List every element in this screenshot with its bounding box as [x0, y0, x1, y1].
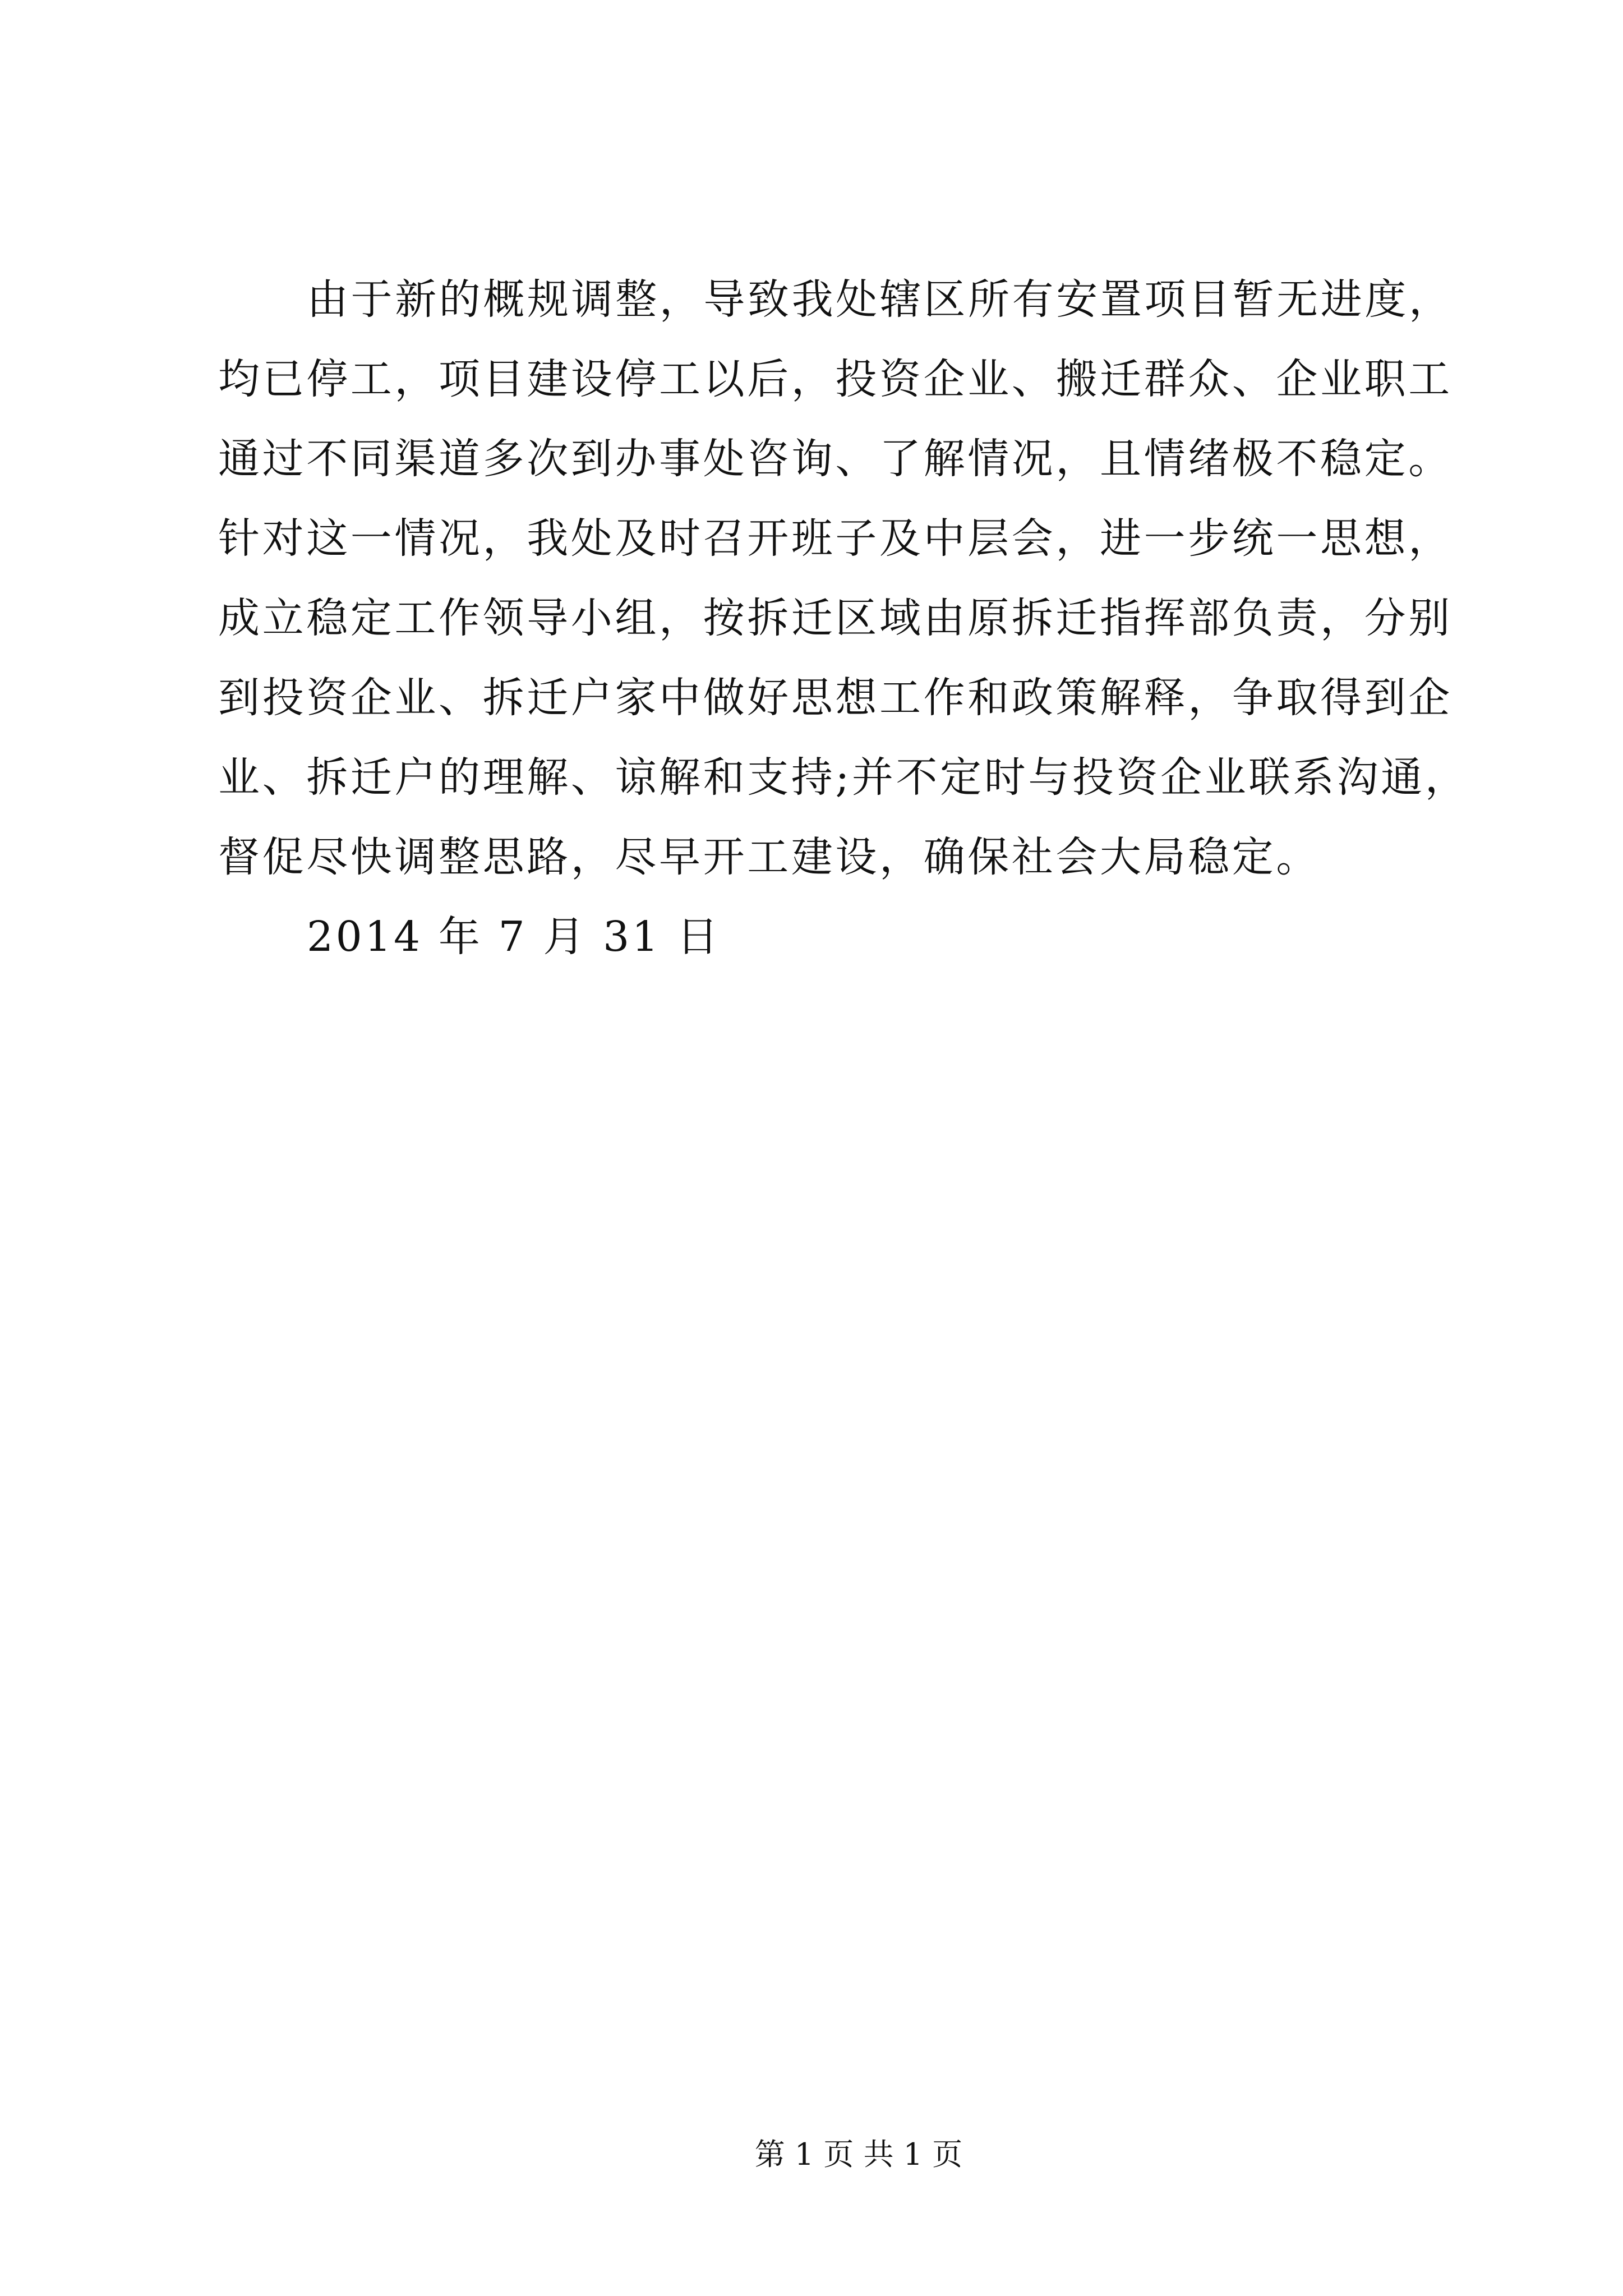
paragraph-line: 针对这一情况，我处及时召开班子及中层会，进一步统一思想， [218, 514, 1453, 563]
paragraph-line: 成立稳定工作领导小组，按拆迁区域由原拆迁指挥部负责，分别 [218, 594, 1453, 642]
paragraph-line: 到投资企业、拆迁户家中做好思想工作和政策解释，争取得到企 [218, 674, 1453, 722]
paragraph-line: 通过不同渠道多次到办事处咨询、了解情况，且情绪极不稳定。 [218, 435, 1453, 483]
body-text [218, 260, 1508, 977]
page-footer [752, 2136, 965, 2173]
paragraph-line: 业、拆迁户的理解、谅解和支持;并不定时与投资企业联系沟通， [218, 753, 1469, 802]
paragraph-line: 督促尽快调整思路，尽早开工建设，确保社会大局稳定。 [218, 833, 1320, 881]
paragraph [218, 260, 1508, 897]
document-date: 2014 年 7 月 31 日 [307, 913, 721, 961]
paragraph-line: 均已停工，项目建设停工以后，投资企业、搬迁群众、企业职工 [218, 355, 1453, 403]
page-number-indicator: 第 1 页 共 1 页 [754, 2137, 963, 2172]
paragraph-line: 由于新的概规调整，导致我处辖区所有安置项目暂无进度， [307, 275, 1453, 324]
